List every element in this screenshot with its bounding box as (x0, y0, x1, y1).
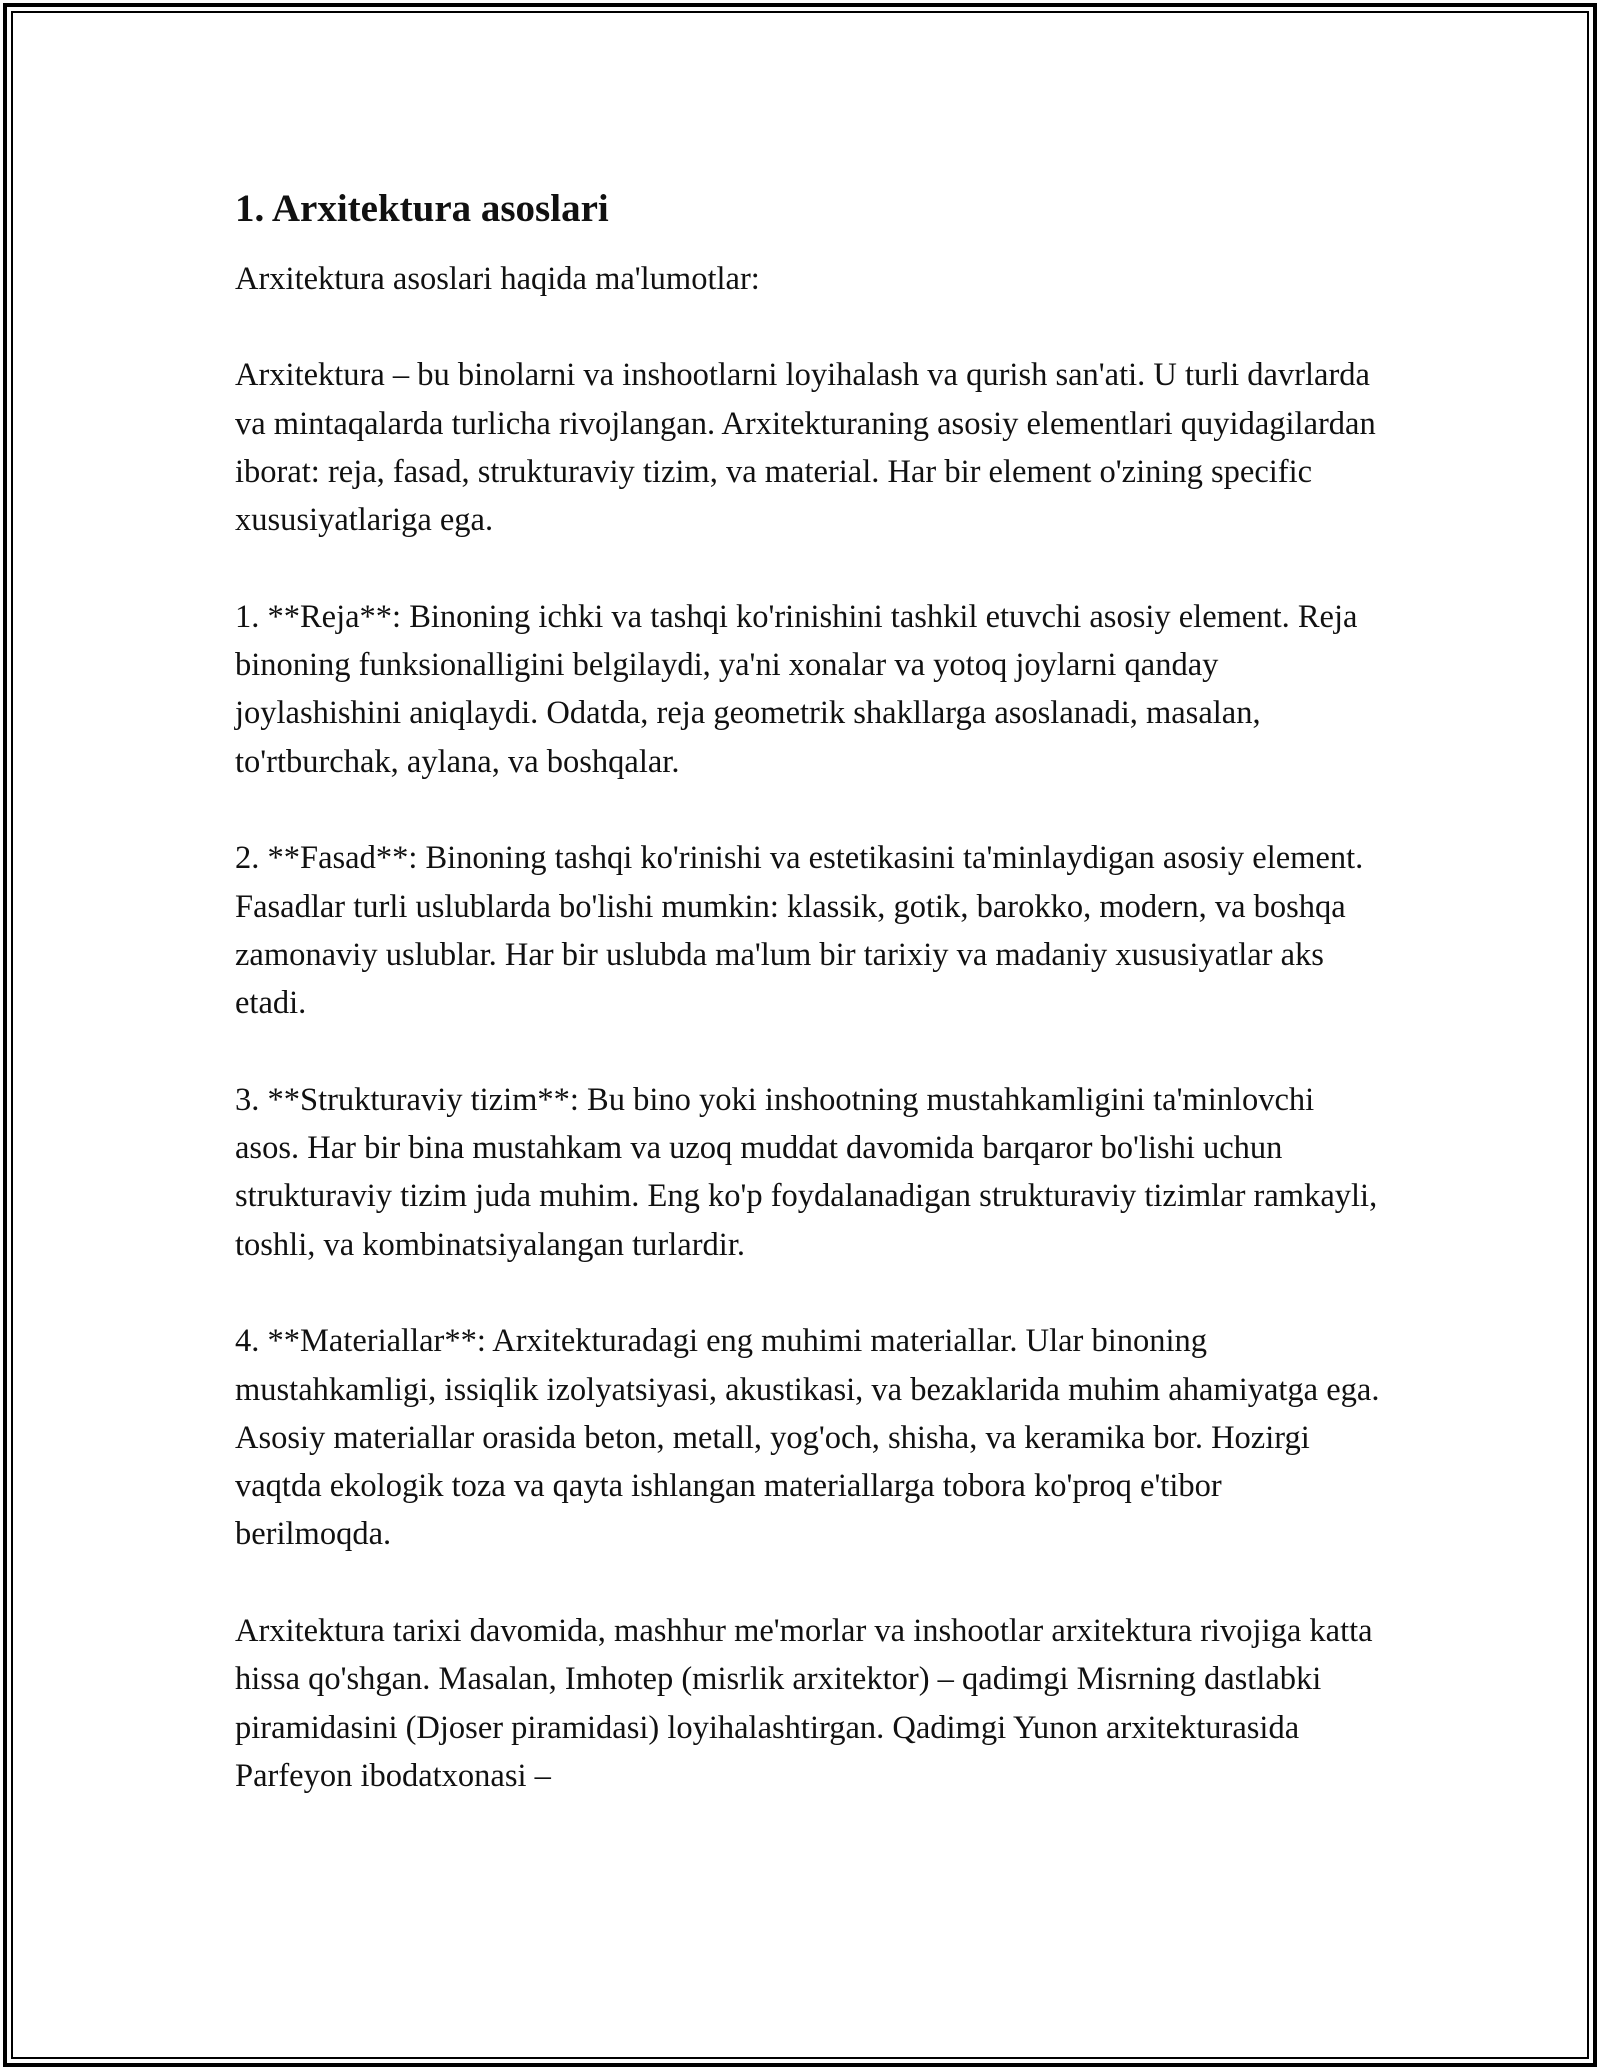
paragraph-reja: 1. **Reja**: Binoning ichki va tashqi ko'rinishini tashkil etuvchi asosiy element. Reja binoning funksionalligini belgilaydi, ya'ni xonalar va yotoq joylarni qanday joylashishini aniqlaydi. Odatda, reja geometrik shakllarga asoslanadi, masalan, to'rtburchak, aylana, va boshqalar. (235, 598, 1358, 780)
paragraph-history: Arxitektura tarixi davomida, mashhur me'morlar va inshootlar arxitektura rivojiga katta hissa qo'shgan. Masalan, Imhotep (misrlik arxitektor) – qadimgi Misrning dastlabki piramidasini (Djoser piramidasi) loyihalashtirgan. Qadimgi Yunon arxitekturasida Parfeyon ibodatxonasi – (235, 1613, 1373, 1794)
document-page (235, 185, 1385, 1849)
section-title: 1. Arxitektura asoslari (235, 187, 609, 230)
paragraph-fasad: 2. **Fasad**: Binoning tashqi ko'rinishi va estetikasini ta'minlaydigan asosiy element. Fasadlar turli uslublarda bo'lishi mumkin: klassik, gotik, barokko, modern, va boshqa zamonaviy uslublar. Har bir uslubda ma'lum bir tarixiy va madaniy xususiyatlar aks etadi. (235, 840, 1364, 1022)
paragraph-strukturaviy-tizim: 3. **Strukturaviy tizim**: Bu bino yoki inshootning mustahkamligini ta'minlovchi asos. Har bir bina mustahkam va uzoq muddat davomida barqaror bo'lishi uchun strukturaviy tizim juda muhim. Eng ko'p foydalanadigan strukturaviy tizimlar ramkayli, toshli, va kombinatsiyalangan turlardir. (235, 1081, 1378, 1263)
paragraph-materiallar: 4. **Materiallar**: Arxitekturadagi eng muhimi materiallar. Ular binoning mustahkamligi, issiqlik izolyatsiyasi, akustikasi, va bezaklarida muhim ahamiyatga ega. Asosiy materiallar orasida beton, metall, yog'och, shisha, va keramika bor. Hozirgi vaqtda ekologik toza va qayta ishlangan materiallarga tobora ko'proq e'tibor berilmoqda. (235, 1323, 1380, 1553)
intro-line: Arxitektura asoslari haqida ma'lumotlar: (235, 261, 760, 297)
paragraph-definition: Arxitektura – bu binolarni va inshootlarni loyihalash va qurish san'ati. U turli davrlarda va mintaqalarda turlicha rivojlangan. Arxitekturaning asosiy elementlari quyidagilardan iborat: reja, fasad, strukturaviy tizim, va material. Har bir element o'zining specific xususiyatlariga ega. (235, 357, 1376, 539)
